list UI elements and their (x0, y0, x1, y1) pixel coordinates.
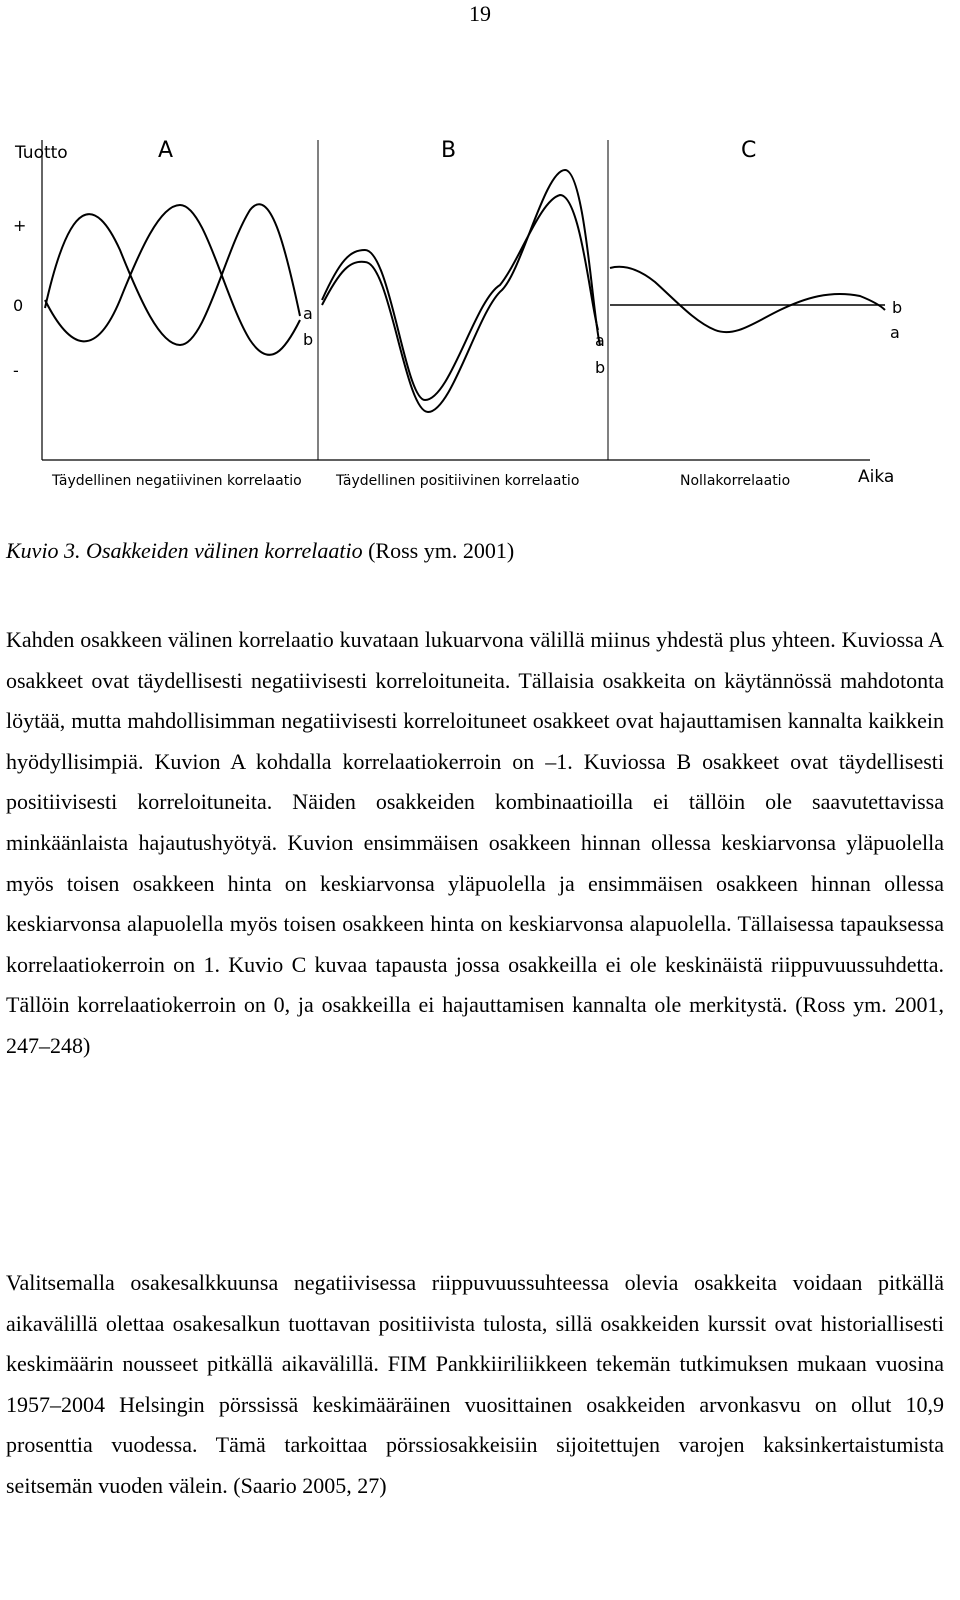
page-number: 19 (469, 1, 491, 26)
panel-c-caption: Nollakorrelaatio (680, 473, 791, 489)
panel-c-curve-a (610, 267, 885, 332)
y-axis-label: Tuotto (15, 143, 68, 163)
y-plus-label: + (13, 216, 27, 235)
panel-c-label-a: a (890, 323, 900, 342)
y-zero-label: 0 (13, 296, 24, 315)
panel-b-caption: Täydellinen positiivinen korrelaatio (336, 473, 580, 489)
panel-a-letter: A (158, 138, 174, 163)
panel-a-caption: Täydellinen negatiivinen korrelaatio (52, 473, 302, 489)
y-minus-label: - (13, 361, 19, 380)
correlation-figure (0, 110, 960, 520)
x-axis-label: Aika (858, 467, 895, 487)
paragraph-1: Kahden osakkeen välinen korrelaatio kuvataan lukuarvona välillä miinus yhdestä plus yhteen. Kuviossa A osakkeet ovat täydellisesti negatiivisesti korreloituneita. Tällaisia osakkeita on käytännössä mahdotonta löytää, mutta mahdollisimman negatiivisesti korreloituneet osakkeet ovat hajauttamisen kannalta kaikkein hyödyllisimpiä. Kuvion A kohdalla korrelaatiokerroin on –1. Kuviossa B osakkeet ovat täydellisesti positiivisesti korreloituneita. Näiden osakkeiden kombinaatioilla ei tällöin ole saavutettavissa minkäänlaista hajautushyötyä. Kuvion ensimmäisen osakkeen hinnan ollessa keskiarvonsa yläpuolella myös toisen osakkeen hinta on keskiarvonsa yläpuolella ja ensimmäisen osakkeen hinnan ollessa keskiarvonsa alapuolella myös toisen osakkeen hinta on keskiarvonsa alapuolella. Tällaisessa tapauksessa korrelaatiokerroin on 1. Kuvio C kuvaa tapausta jossa osakkeilla ei ole keskinäistä riippuvuussuhdetta. Tällöin korrelaatiokerroin on 0, ja osakkeilla ei hajauttamisen kannalta ole merkitystä. (Ross ym. 2001, 247–248) (6, 627, 944, 1058)
paragraph-2: Valitsemalla osakesalkkuunsa negatiivisessa riippuvuussuhteessa olevia osakkeita voidaan pitkällä aikavälillä olettaa osakesalkun tuottavan positiivista tulosta, sillä osakkeiden kurssit ovat historiallisesti keskimäärin nousseet pitkällä aikavälillä. FIM Pankkiiriliikkeen tekemän tutkimuksen mukaan vuosina 1957–2004 Helsingin pörssissä keskimääräinen vuosittainen osakkeiden arvonkasvu on ollut 10,9 prosenttia vuodessa. Tämä tarkoittaa pörssiosakkeisiin sijoitettujen varojen kaksinkertaistumista seitsemän vuoden välein. (Saario 2005, 27) (6, 1270, 944, 1498)
figure-caption-title: Kuvio 3. Osakkeiden välinen korrelaatio (6, 538, 363, 563)
panel-a-curve-a (45, 204, 300, 345)
panel-b-curve-b (322, 170, 600, 412)
panel-c-label-b: b (892, 298, 903, 317)
panel-a-label-a: a (303, 304, 313, 323)
figure-caption-source: (Ross ym. 2001) (362, 538, 515, 563)
panel-b-label-a: a (595, 331, 605, 350)
panel-c-letter: C (741, 138, 757, 163)
panel-b-letter: B (441, 138, 457, 163)
panel-b-label-b: b (595, 358, 606, 377)
panel-a-label-b: b (303, 330, 314, 349)
panel-a-curve-b (45, 205, 300, 355)
figure-caption (6, 536, 514, 566)
